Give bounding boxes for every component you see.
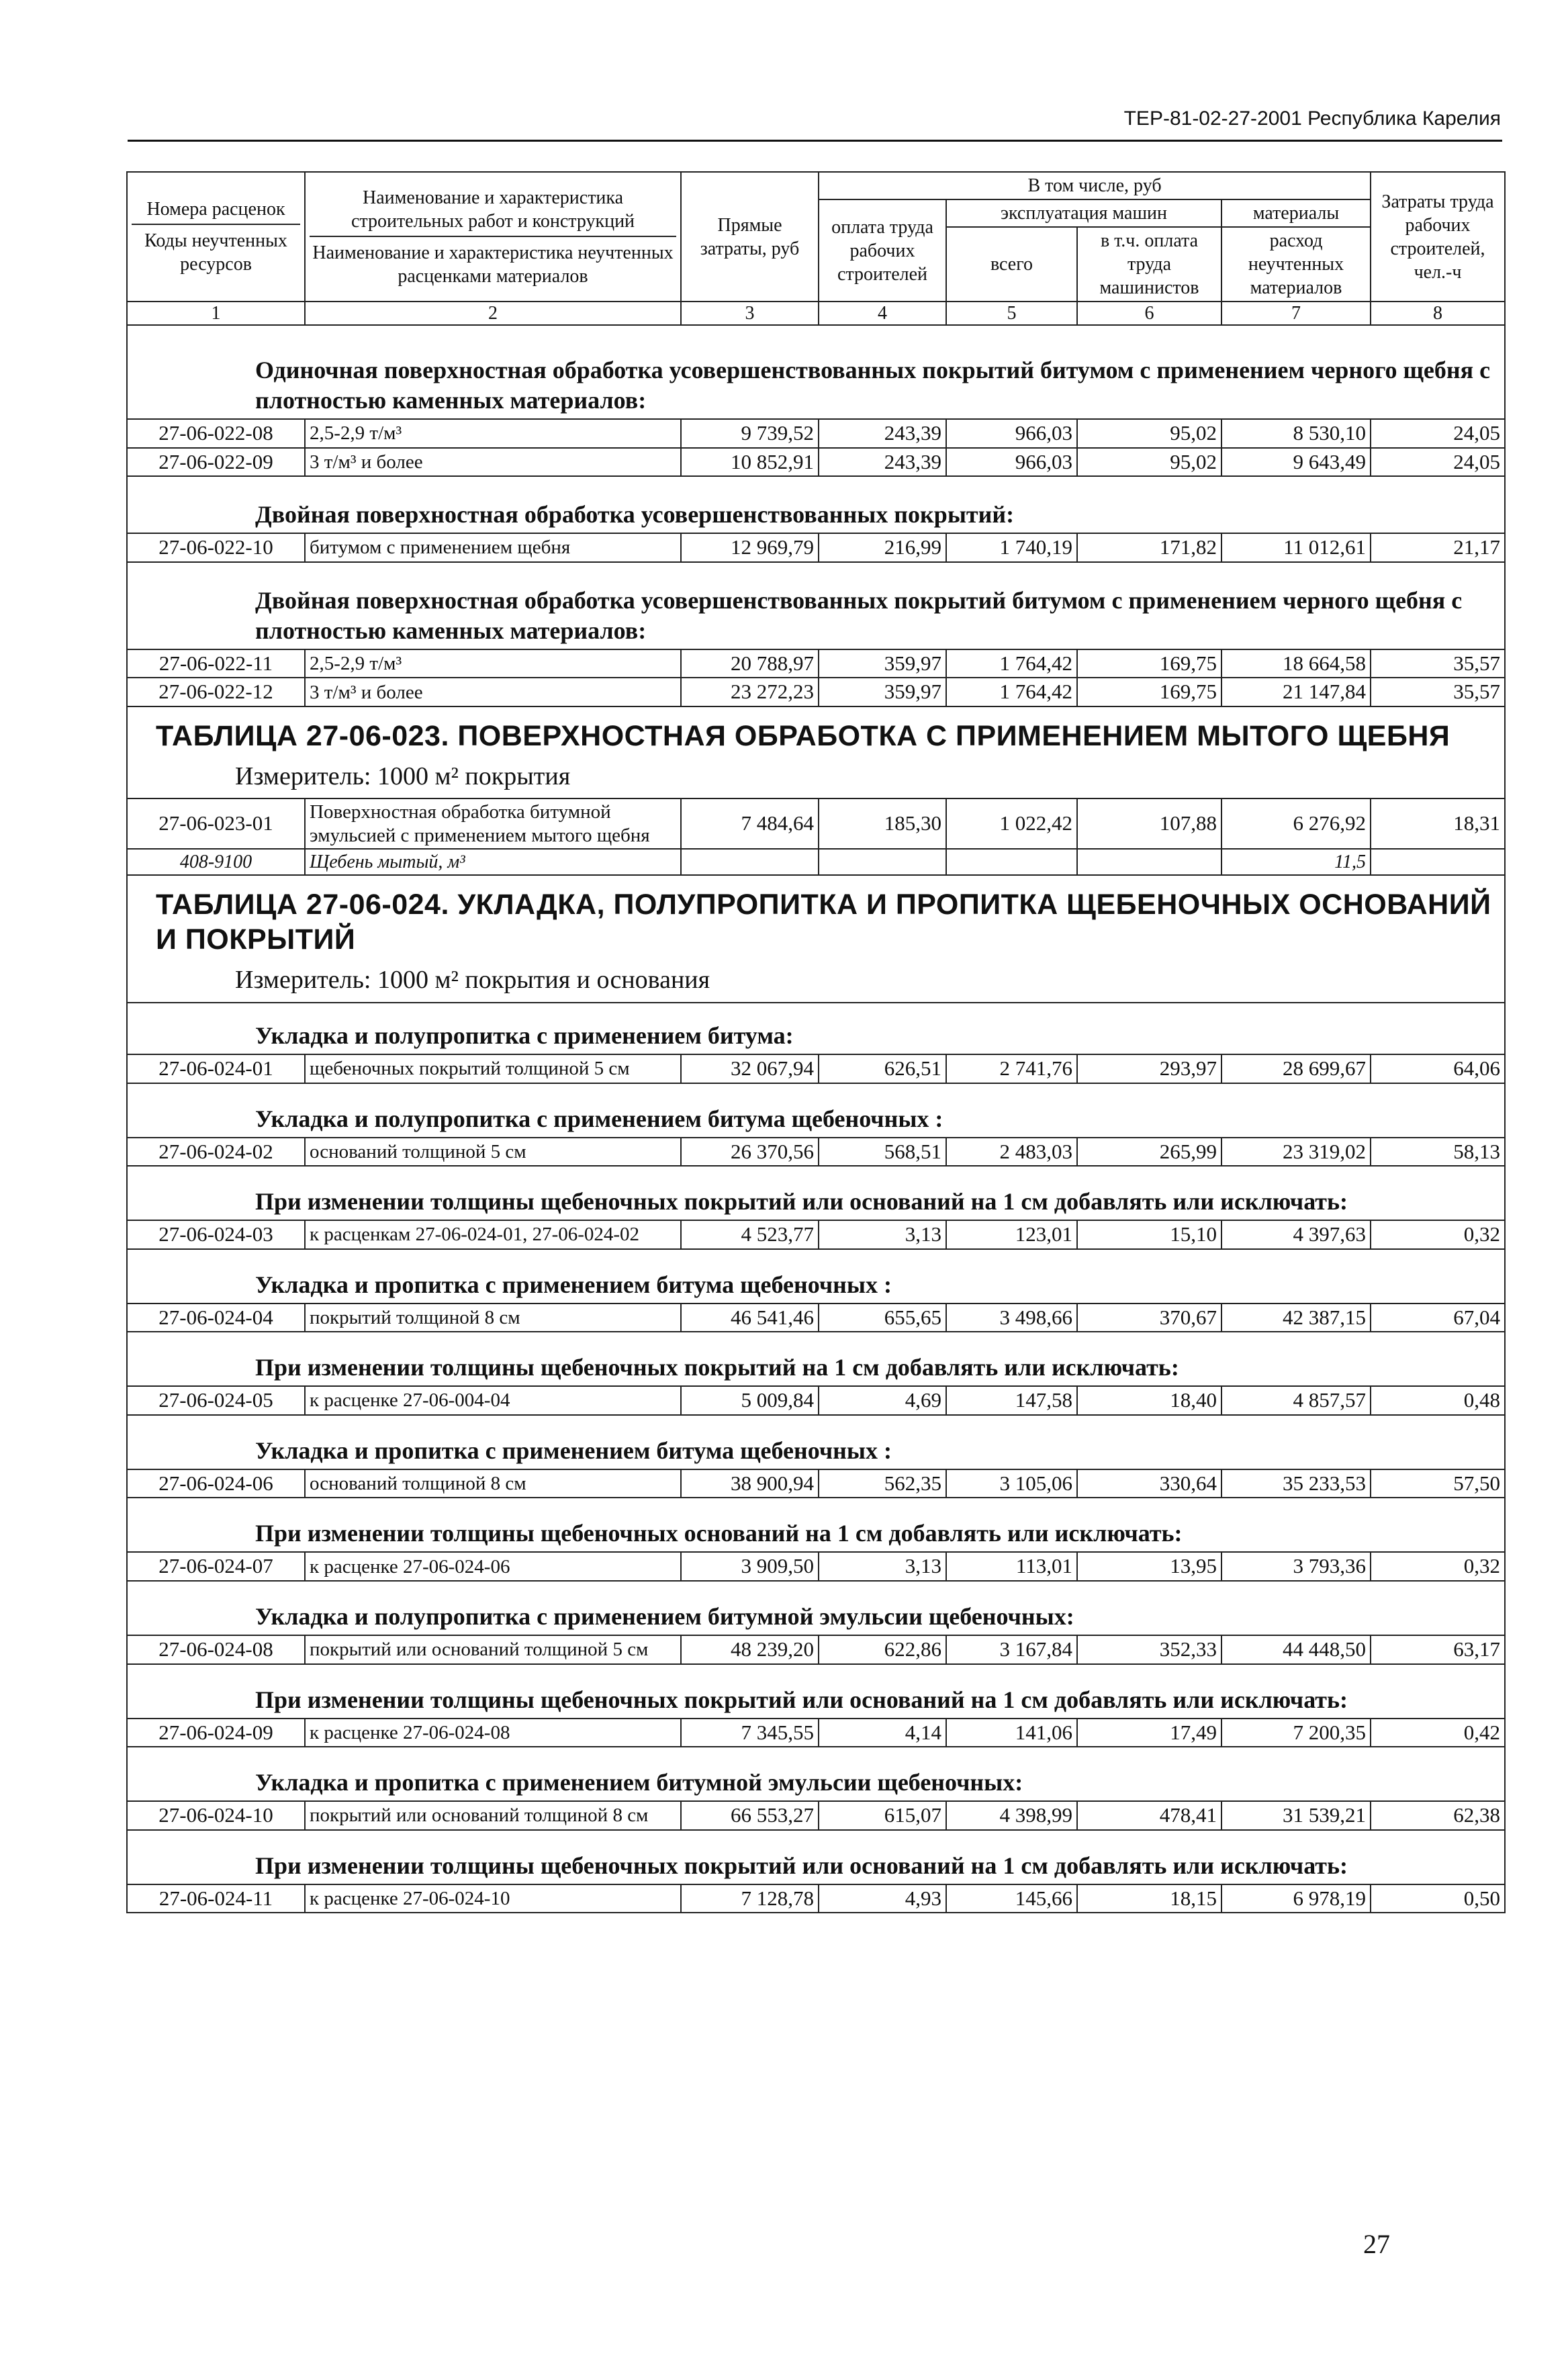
rate-code: 27-06-024-05: [127, 1386, 305, 1415]
wages: 216,99: [819, 533, 946, 562]
head-materials: материалы: [1221, 199, 1371, 227]
head-names: Наименование и характеристика строительных работ и конструкций Наименование и характеристика неучтенных расценками материалов: [305, 172, 681, 302]
wages: 4,93: [819, 1884, 946, 1913]
machinists-wages: 293,97: [1077, 1054, 1221, 1083]
machinists-wages: 370,67: [1077, 1304, 1221, 1332]
work-name: 2,5-2,9 т/м³: [305, 649, 681, 678]
work-name: битумом с применением щебня: [305, 533, 681, 562]
machinists-wages: 171,82: [1077, 533, 1221, 562]
labor-hours: 35,57: [1371, 649, 1505, 678]
direct-costs: 7 345,55: [681, 1719, 819, 1747]
machines-total: 1 764,42: [946, 649, 1077, 678]
head-material-consumption: расход неучтенных материалов: [1221, 227, 1371, 302]
machines-total: 3 167,84: [946, 1635, 1077, 1664]
materials: 44 448,50: [1221, 1635, 1371, 1664]
direct-costs: 3 909,50: [681, 1552, 819, 1581]
materials: 4 857,57: [1221, 1386, 1371, 1415]
head-machines: эксплуатация машин: [946, 199, 1221, 227]
rate-code: 27-06-022-10: [127, 533, 305, 562]
table-row: [127, 678, 1505, 706]
col-num: 2: [305, 302, 681, 325]
wages: 3,13: [819, 1552, 946, 1581]
labor-hours: 21,17: [1371, 533, 1505, 562]
table-title-row: [127, 875, 1505, 1003]
col-num: 3: [681, 302, 819, 325]
section-heading: Укладка и пропитка с применением битумной эмульсии щебеночных:: [127, 1747, 1505, 1801]
labor-hours: 0,50: [1371, 1884, 1505, 1913]
work-name: покрытий толщиной 8 см: [305, 1304, 681, 1332]
section-row: [127, 1332, 1505, 1386]
section-heading: При изменении толщины щебеночных покрытий или оснований на 1 см добавлять или исключать:: [127, 1830, 1505, 1884]
materials: 21 147,84: [1221, 678, 1371, 706]
wages: 243,39: [819, 419, 946, 448]
table-title-row: [127, 706, 1505, 799]
work-name: Поверхностная обработка битумной эмульсией с применением мытого щебня: [305, 798, 681, 848]
rate-code: 27-06-024-10: [127, 1801, 305, 1830]
section-row: [127, 1664, 1505, 1719]
table-row: [127, 1054, 1505, 1083]
table-row: [127, 1469, 1505, 1498]
table-row: [127, 1304, 1505, 1332]
materials: 18 664,58: [1221, 649, 1371, 678]
machines-total: 2 741,76: [946, 1054, 1077, 1083]
section-row: [127, 476, 1505, 533]
direct-costs: 10 852,91: [681, 448, 819, 477]
machines-total: 3 105,06: [946, 1469, 1077, 1498]
table-row: [127, 798, 1505, 848]
machinists-wages: 352,33: [1077, 1635, 1221, 1664]
wages: 243,39: [819, 448, 946, 477]
wages: 562,35: [819, 1469, 946, 1498]
resource-amount: 11,5: [1221, 849, 1371, 875]
section-row: [127, 325, 1505, 419]
work-name: щебеночных покрытий толщиной 5 см: [305, 1054, 681, 1083]
materials: 9 643,49: [1221, 448, 1371, 477]
resource-name: Щебень мытый, м³: [305, 849, 681, 875]
wages: 3,13: [819, 1220, 946, 1249]
work-name: 2,5-2,9 т/м³: [305, 419, 681, 448]
head-codes: Номера расценок Коды неучтенных ресурсов: [127, 172, 305, 302]
labor-hours: 24,05: [1371, 448, 1505, 477]
section-heading: Двойная поверхностная обработка усовершенствованных покрытий битумом с применением черного щебня с плотностью каменных материалов:: [127, 562, 1505, 649]
resource-row: [127, 849, 1505, 875]
direct-costs: 26 370,56: [681, 1138, 819, 1167]
section-row: [127, 1166, 1505, 1220]
head-group: В том числе, руб: [819, 172, 1371, 199]
table-row: [127, 1386, 1505, 1415]
price-table-sheet: [126, 171, 1504, 1913]
section-row: [127, 1003, 1505, 1054]
section-heading: Укладка и пропитка с применением битума щебеночных :: [127, 1249, 1505, 1304]
materials: 11 012,61: [1221, 533, 1371, 562]
wages: 359,97: [819, 649, 946, 678]
col-num: 4: [819, 302, 946, 325]
section-row: [127, 1747, 1505, 1801]
machinists-wages: 18,15: [1077, 1884, 1221, 1913]
section-heading: При изменении толщины щебеночных оснований на 1 см добавлять или исключать:: [127, 1498, 1505, 1552]
table-row: [127, 533, 1505, 562]
work-name: к расценке 27-06-024-08: [305, 1719, 681, 1747]
table-row: [127, 1884, 1505, 1913]
wages: 615,07: [819, 1801, 946, 1830]
rate-code: 27-06-022-12: [127, 678, 305, 706]
section-row: [127, 1581, 1505, 1635]
table-row: [127, 419, 1505, 448]
machines-total: 123,01: [946, 1220, 1077, 1249]
machinists-wages: 95,02: [1077, 419, 1221, 448]
rate-code: 27-06-024-08: [127, 1635, 305, 1664]
labor-hours: 0,48: [1371, 1386, 1505, 1415]
work-name: к расценке 27-06-024-06: [305, 1552, 681, 1581]
section-row: [127, 562, 1505, 649]
machines-total: 147,58: [946, 1386, 1077, 1415]
work-name: к расценкам 27-06-024-01, 27-06-024-02: [305, 1220, 681, 1249]
section-heading: Укладка и пропитка с применением битума щебеночных :: [127, 1415, 1505, 1469]
labor-hours: 63,17: [1371, 1635, 1505, 1664]
measure-unit: Измеритель: 1000 м² покрытия: [235, 762, 571, 790]
section-heading: Укладка и полупропитка с применением битумной эмульсии щебеночных:: [127, 1581, 1505, 1635]
table-row: [127, 1801, 1505, 1830]
machinists-wages: 330,64: [1077, 1469, 1221, 1498]
machinists-wages: 169,75: [1077, 649, 1221, 678]
section-row: [127, 1083, 1505, 1138]
head-machinists: в т.ч. оплата труда машинистов: [1077, 227, 1221, 302]
labor-hours: 57,50: [1371, 1469, 1505, 1498]
wages: 626,51: [819, 1054, 946, 1083]
head-wages: оплата труда рабочих строителей: [819, 199, 946, 302]
measure-unit: Измеритель: 1000 м² покрытия и основания: [235, 966, 710, 995]
machines-total: 1 740,19: [946, 533, 1077, 562]
labor-hours: 0,32: [1371, 1220, 1505, 1249]
machines-total: 1 022,42: [946, 798, 1077, 848]
rate-code: 27-06-024-09: [127, 1719, 305, 1747]
rate-code: 27-06-022-11: [127, 649, 305, 678]
machines-total: 1 764,42: [946, 678, 1077, 706]
machinists-wages: 95,02: [1077, 448, 1221, 477]
resource-code: 408-9100: [127, 849, 305, 875]
machines-total: 2 483,03: [946, 1138, 1077, 1167]
machines-total: 145,66: [946, 1884, 1077, 1913]
work-name: к расценке 27-06-004-04: [305, 1386, 681, 1415]
direct-costs: 7 128,78: [681, 1884, 819, 1913]
section-row: [127, 1830, 1505, 1884]
direct-costs: 46 541,46: [681, 1304, 819, 1332]
labor-hours: 64,06: [1371, 1054, 1505, 1083]
page-header: ТЕР-81-02-27-2001 Республика Карелия: [1123, 107, 1501, 130]
section-heading: При изменении толщины щебеночных покрытий на 1 см добавлять или исключать:: [127, 1332, 1505, 1386]
table-row: [127, 448, 1505, 477]
rate-code: 27-06-022-09: [127, 448, 305, 477]
materials: 6 276,92: [1221, 798, 1371, 848]
table-row: [127, 649, 1505, 678]
table-row: [127, 1138, 1505, 1167]
direct-costs: 7 484,64: [681, 798, 819, 848]
materials: 6 978,19: [1221, 1884, 1371, 1913]
rate-code: 27-06-024-06: [127, 1469, 305, 1498]
machines-total: 966,03: [946, 419, 1077, 448]
machinists-wages: 169,75: [1077, 678, 1221, 706]
wages: 4,69: [819, 1386, 946, 1415]
machinists-wages: 478,41: [1077, 1801, 1221, 1830]
table-head-row1: [127, 172, 1505, 199]
wages: 622,86: [819, 1635, 946, 1664]
work-name: покрытий или оснований толщиной 5 см: [305, 1635, 681, 1664]
direct-costs: 66 553,27: [681, 1801, 819, 1830]
materials: 8 530,10: [1221, 419, 1371, 448]
machinists-wages: 265,99: [1077, 1138, 1221, 1167]
rate-code: 27-06-022-08: [127, 419, 305, 448]
rate-code: 27-06-024-07: [127, 1552, 305, 1581]
labor-hours: 24,05: [1371, 419, 1505, 448]
machines-total: 4 398,99: [946, 1801, 1077, 1830]
direct-costs: 5 009,84: [681, 1386, 819, 1415]
direct-costs: 48 239,20: [681, 1635, 819, 1664]
machinists-wages: 15,10: [1077, 1220, 1221, 1249]
labor-hours: 0,32: [1371, 1552, 1505, 1581]
work-name: 3 т/м³ и более: [305, 448, 681, 477]
table-row: [127, 1635, 1505, 1664]
head-machines-total: всего: [946, 227, 1077, 302]
wages: 568,51: [819, 1138, 946, 1167]
table-row: [127, 1719, 1505, 1747]
column-numbers-row: [127, 302, 1505, 325]
labor-hours: 62,38: [1371, 1801, 1505, 1830]
machinists-wages: 17,49: [1077, 1719, 1221, 1747]
col-num: 7: [1221, 302, 1371, 325]
wages: 4,14: [819, 1719, 946, 1747]
materials: 7 200,35: [1221, 1719, 1371, 1747]
materials: 31 539,21: [1221, 1801, 1371, 1830]
rate-code: 27-06-024-11: [127, 1884, 305, 1913]
machines-total: 966,03: [946, 448, 1077, 477]
section-heading: При изменении толщины щебеночных покрытий или оснований на 1 см добавлять или исключать:: [127, 1664, 1505, 1719]
header-rule: [128, 140, 1502, 142]
labor-hours: 67,04: [1371, 1304, 1505, 1332]
materials: 35 233,53: [1221, 1469, 1371, 1498]
section-row: [127, 1415, 1505, 1469]
rate-code: 27-06-023-01: [127, 798, 305, 848]
head-labor: Затраты труда рабочих строителей, чел.-ч: [1371, 172, 1505, 302]
work-name: оснований толщиной 8 см: [305, 1469, 681, 1498]
section-heading: Двойная поверхностная обработка усовершенствованных покрытий:: [127, 476, 1505, 533]
materials: 42 387,15: [1221, 1304, 1371, 1332]
price-table: [126, 171, 1506, 1913]
wages: 359,97: [819, 678, 946, 706]
section-heading: Укладка и полупропитка с применением битума:: [127, 1003, 1505, 1054]
direct-costs: 9 739,52: [681, 419, 819, 448]
table-row: [127, 1220, 1505, 1249]
table-row: [127, 1552, 1505, 1581]
col-num: 8: [1371, 302, 1505, 325]
machines-total: 141,06: [946, 1719, 1077, 1747]
rate-code: 27-06-024-03: [127, 1220, 305, 1249]
materials: 23 319,02: [1221, 1138, 1371, 1167]
machinists-wages: 107,88: [1077, 798, 1221, 848]
direct-costs: 32 067,94: [681, 1054, 819, 1083]
work-name: к расценке 27-06-024-10: [305, 1884, 681, 1913]
machines-total: 113,01: [946, 1552, 1077, 1581]
materials: 3 793,36: [1221, 1552, 1371, 1581]
table-title: ТАБЛИЦА 27-06-024. УКЛАДКА, ПОЛУПРОПИТКА И ПРОПИТКА ЩЕБЕНОЧНЫХ ОСНОВАНИЙ И ПОКРЫТИЙ: [156, 888, 1491, 956]
labor-hours: 58,13: [1371, 1138, 1505, 1167]
machinists-wages: 18,40: [1077, 1386, 1221, 1415]
direct-costs: 20 788,97: [681, 649, 819, 678]
section-heading: При изменении толщины щебеночных покрытий или оснований на 1 см добавлять или исключать:: [127, 1166, 1505, 1220]
rate-code: 27-06-024-04: [127, 1304, 305, 1332]
section-row: [127, 1498, 1505, 1552]
direct-costs: 23 272,23: [681, 678, 819, 706]
labor-hours: 35,57: [1371, 678, 1505, 706]
col-num: 5: [946, 302, 1077, 325]
work-name: 3 т/м³ и более: [305, 678, 681, 706]
machinists-wages: 13,95: [1077, 1552, 1221, 1581]
section-heading: Укладка и полупропитка с применением битума щебеночных :: [127, 1083, 1505, 1138]
work-name: оснований толщиной 5 см: [305, 1138, 681, 1167]
col-num: 6: [1077, 302, 1221, 325]
wages: 185,30: [819, 798, 946, 848]
col-num: 1: [127, 302, 305, 325]
section-row: [127, 1249, 1505, 1304]
wages: 655,65: [819, 1304, 946, 1332]
rate-code: 27-06-024-01: [127, 1054, 305, 1083]
work-name: покрытий или оснований толщиной 8 см: [305, 1801, 681, 1830]
materials: 4 397,63: [1221, 1220, 1371, 1249]
rate-code: 27-06-024-02: [127, 1138, 305, 1167]
direct-costs: 4 523,77: [681, 1220, 819, 1249]
labor-hours: 18,31: [1371, 798, 1505, 848]
head-direct-costs: Прямые затраты, руб: [681, 172, 819, 302]
labor-hours: 0,42: [1371, 1719, 1505, 1747]
table-title: ТАБЛИЦА 27-06-023. ПОВЕРХНОСТНАЯ ОБРАБОТКА С ПРИМЕНЕНИЕМ МЫТОГО ЩЕБНЯ: [156, 719, 1450, 752]
section-heading: Одиночная поверхностная обработка усовершенствованных покрытий битумом с применением черного щебня с плотностью каменных материалов:: [127, 325, 1505, 419]
page-number: 27: [1363, 2229, 1390, 2259]
materials: 28 699,67: [1221, 1054, 1371, 1083]
direct-costs: 12 969,79: [681, 533, 819, 562]
direct-costs: 38 900,94: [681, 1469, 819, 1498]
machines-total: 3 498,66: [946, 1304, 1077, 1332]
